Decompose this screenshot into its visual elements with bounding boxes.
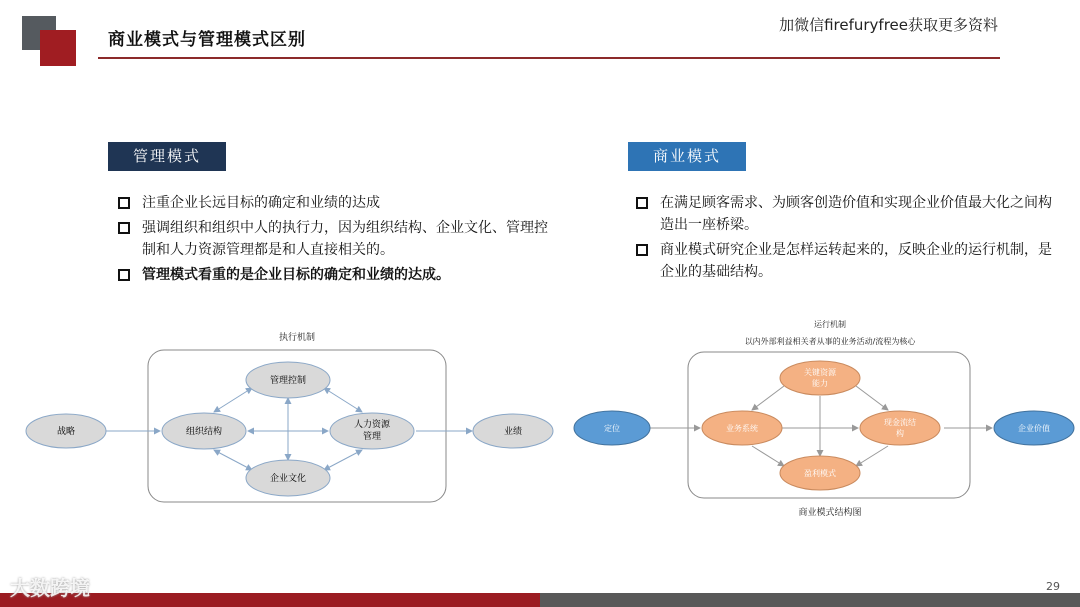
page-number: 29 bbox=[1046, 580, 1060, 593]
list-item: 商业模式研究企业是怎样运转起来的，反映企业的运行机制，是企业的基础结构。 bbox=[634, 239, 1054, 283]
connector bbox=[856, 386, 888, 410]
node-label: 人力资源 bbox=[353, 420, 391, 430]
diagram-caption: 执行机制 bbox=[278, 333, 316, 343]
list-item: 在满足顾客需求、为顾客创造价值和实现企业价值最大化之间构造出一座桥梁。 bbox=[634, 192, 1054, 236]
node-key-resources bbox=[780, 361, 860, 395]
management-diagram bbox=[26, 331, 553, 502]
node-label: 组织结构 bbox=[185, 427, 223, 437]
connector bbox=[214, 388, 252, 412]
connector bbox=[752, 446, 784, 466]
business-model-label: 商业模式 bbox=[628, 142, 746, 171]
diagram-footer: 商业模式结构图 bbox=[798, 508, 862, 518]
connector bbox=[324, 450, 362, 470]
list-item: 注重企业长远目标的确定和业绩的达成 bbox=[116, 192, 556, 214]
management-model-label: 管理模式 bbox=[108, 142, 226, 171]
business-diagram bbox=[574, 319, 1074, 518]
node-label: 企业文化 bbox=[269, 474, 307, 484]
diagram-caption: 运行机制 bbox=[814, 320, 846, 329]
brand-watermark: 大数跨境 bbox=[10, 576, 90, 600]
diagram-subcaption: 以内外部利益相关者从事的业务活动/流程为核心 bbox=[744, 337, 916, 346]
node-label: 业绩 bbox=[503, 427, 523, 437]
node-label: 管理 bbox=[362, 432, 382, 442]
connector bbox=[856, 446, 888, 466]
node-label: 能力 bbox=[812, 379, 828, 388]
connector bbox=[752, 386, 784, 410]
connector bbox=[214, 450, 252, 470]
connector bbox=[324, 388, 362, 412]
node-cashflow-structure bbox=[860, 411, 940, 445]
promo-text: 加微信firefuryfree获取更多资料 bbox=[779, 16, 998, 34]
node-label: 现金流结 bbox=[884, 418, 916, 427]
node-label: 关键资源 bbox=[804, 368, 836, 377]
node-label: 业务系统 bbox=[726, 424, 758, 433]
node-label: 管理控制 bbox=[269, 376, 307, 386]
node-label: 构 bbox=[896, 429, 904, 438]
list-item: 强调组织和组织中人的执行力，因为组织结构、企业文化、管理控制和人力资源管理都是和人直接相关的。 bbox=[116, 217, 556, 261]
node-label: 战略 bbox=[56, 427, 76, 437]
node-hr-management bbox=[330, 413, 414, 449]
node-label: 企业价值 bbox=[1018, 424, 1050, 433]
list-item: 管理模式看重的是企业目标的确定和业绩的达成。 bbox=[116, 264, 556, 286]
node-label: 定位 bbox=[604, 424, 620, 433]
node-label: 盈利模式 bbox=[804, 469, 836, 478]
page-title: 商业模式与管理模式区别 bbox=[108, 30, 306, 50]
